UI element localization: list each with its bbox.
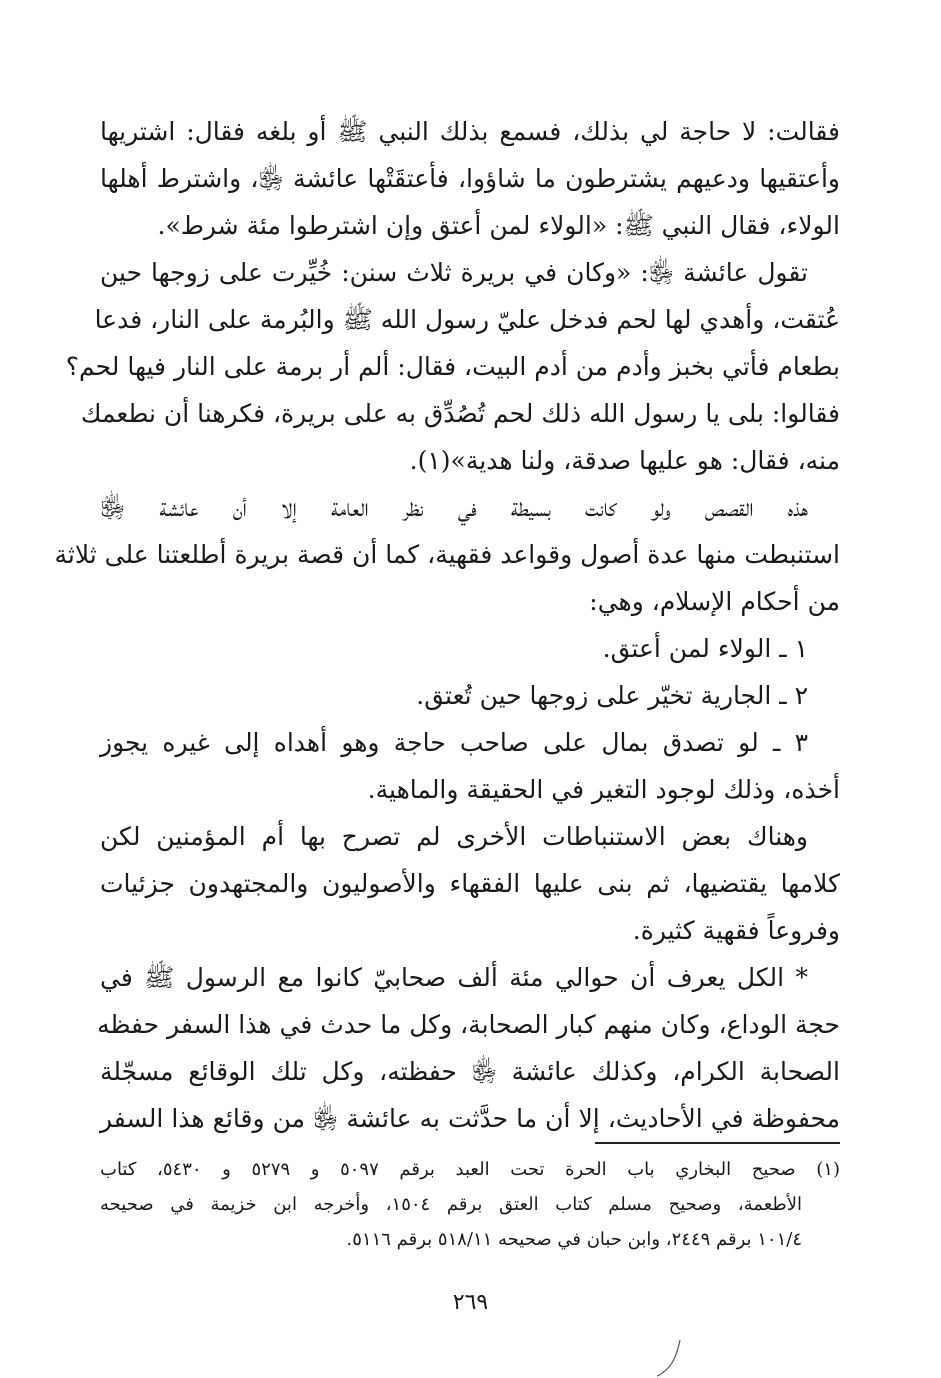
text-line: الولاء، فقال النبي ﷺ: «الولاء لمن أعتق وإن اشترطوا مئة شرط».	[157, 211, 840, 240]
text-line: عُتقت، وأهدي لها لحم فدخل عليّ رسول الله ﷺ والبُرمة على النار، فدعا	[94, 305, 840, 334]
text-line: وفروعاً فقهية كثيرة.	[632, 916, 840, 945]
text-line: بطعام فأتي بخبز وأدم من أدم البيت، فقال: ألم أر برمة على النار فيها لحم؟	[65, 352, 840, 381]
list-item	[100, 625, 840, 672]
text-line: حجة الوداع، وكان منهم كبار الصحابة، وكل ما حدث في هذا السفر حفظه	[97, 1010, 840, 1039]
text-line: فقالوا: بلى يا رسول الله ذلك لحم تُصُدِّق به على بريرة، فكرهنا أن نطعمك	[80, 399, 840, 428]
paragraph	[65, 249, 840, 484]
footnote	[100, 1152, 840, 1257]
text-line: منه، فقال: هو عليها صدقة، ولنا هدية»(١).	[409, 446, 840, 475]
pencil-mark-icon	[654, 1338, 684, 1378]
page-body	[54, 108, 840, 1142]
footnote-line: (١) صحيح البخاري باب الحرة تحت العبد برقم ٥٠٩٧ و ٥٢٧٩ و ٥٤٣٠، كتاب	[100, 1159, 840, 1180]
text-line: تقول عائشة ﵂: «وكان في بريرة ثلاث سنن: خُيِّرت على زوجها حين	[100, 258, 809, 287]
paragraph	[100, 813, 840, 954]
page-number: ٢٦٩	[452, 1290, 489, 1315]
text-line: ٢ ـ الجارية تخيّر على زوجها حين تُعتق.	[416, 681, 808, 710]
list-item	[100, 672, 840, 719]
text-line: * الكل يعرف أن حوالي مئة ألف صحابيّ كانوا مع الرسول ﷺ في	[100, 963, 808, 992]
text-line: من أحكام الإسلام، وهي:	[589, 587, 840, 616]
text-line: أخذه، وذلك لوجود التغير في الحقيقة والماهية.	[367, 775, 840, 804]
paragraph	[100, 108, 840, 249]
text-line: فقالت: لا حاجة لي بذلك، فسمع بذلك النبي ﷺ أو بلغه فقال: اشتريها	[100, 117, 840, 146]
text-line: ٣ ـ لو تصدق بمال على صاحب حاجة وهو أهداه إلى غيره يجوز	[100, 728, 808, 757]
list-item	[100, 719, 840, 813]
text-line: وهناك بعض الاستنباطات الأخرى لم تصرح بها أم المؤمنين لكن	[100, 822, 808, 851]
footnotes	[100, 1152, 840, 1257]
text-line: كلامها يقتضيها، ثم بنى عليها الفقهاء والأصوليون والمجتهدون جزئيات	[100, 869, 840, 898]
footnote-line: الأطعمة، وصحيح مسلم كتاب العتق برقم ١٥٠٤، وأخرجه ابن خزيمة في صحيحه	[100, 1194, 802, 1215]
text-line: محفوظة في الأحاديث، إلا أن ما حدَّثت به عائشة ﵂ من وقائع هذا السفر	[100, 1104, 840, 1133]
paragraph	[54, 484, 840, 625]
footnote-line: ١٠١/٤ برقم ٢٤٤٩، وابن حبان في صحيحه ٥١٨/١١ برقم ٥١١٦.	[346, 1229, 802, 1250]
text-line: استنبطت منها عدة أصول وقواعد فقهية، كما أن قصة بريرة أطلعتنا على ثلاثة	[54, 540, 840, 569]
text-line: وأعتقيها ودعيهم يشترطون ما شاؤوا، فأعتقَتْها عائشة ﵂، واشترط أهلها	[100, 164, 840, 193]
text-line: ١ ـ الولاء لمن أعتق.	[602, 634, 808, 663]
text-line: الصحابة الكرام، وكذلك عائشة ﵂ حفظته، وكل تلك الوقائع مسجّلة	[100, 1057, 840, 1086]
footnote-separator	[595, 1142, 840, 1144]
text-line: هذه القصص ولو كانت بسيطة في نظر العامة إلا أن عائشة ﵂	[100, 493, 808, 522]
paragraph	[97, 954, 840, 1142]
